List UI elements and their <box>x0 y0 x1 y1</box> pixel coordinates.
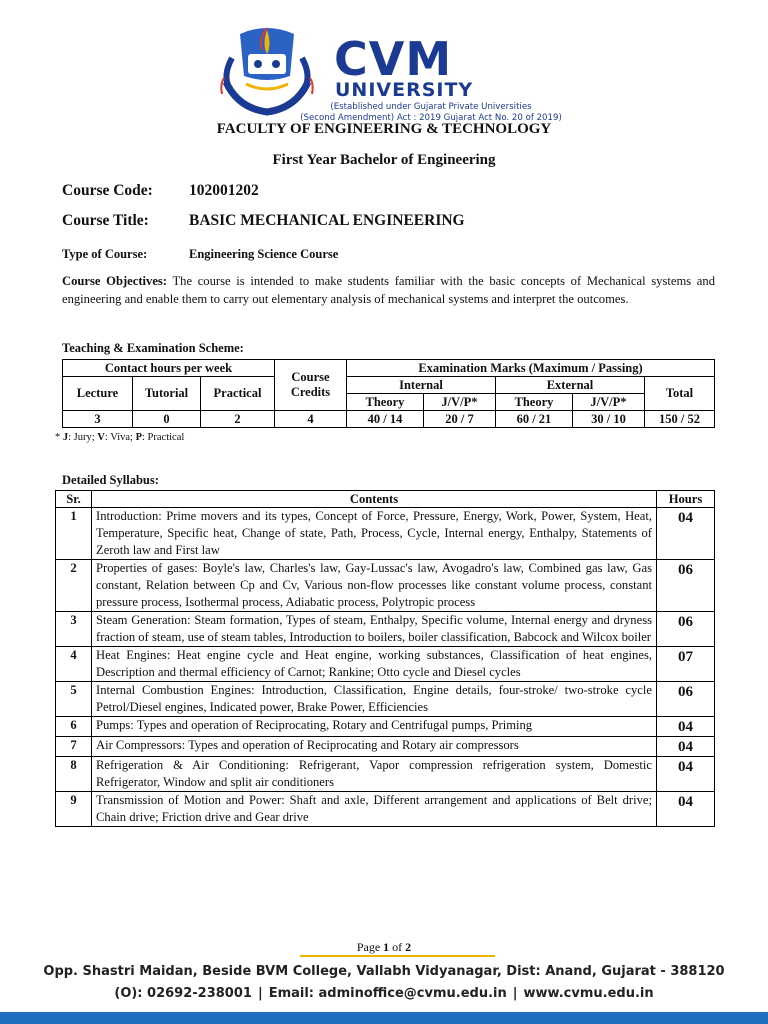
footnote-p-text: : Practical <box>142 432 185 443</box>
external-jvp-header: J/V/P* <box>572 394 644 411</box>
syllabus-hours: 06 <box>657 612 715 647</box>
syllabus-row <box>56 612 715 647</box>
tutorial-header: Tutorial <box>133 377 201 411</box>
syllabus-row <box>56 792 715 827</box>
footer-email[interactable]: Email: adminoffice@cvmu.edu.in <box>268 986 507 1001</box>
lecture-header: Lecture <box>63 377 133 411</box>
footer-address: Opp. Shastri Maidan, Beside BVM College, Vallabh Vidyanagar, Dist: Anand, Gujarat - 388120 <box>43 964 725 979</box>
syllabus-row <box>56 508 715 560</box>
footer-website[interactable]: www.cvmu.edu.in <box>523 986 654 1001</box>
contents-header: Contents <box>92 491 657 508</box>
page-number <box>0 940 768 955</box>
scheme-title: Teaching & Examination Scheme: <box>62 341 244 355</box>
internal-theory-value: 40 / 14 <box>347 411 424 428</box>
syllabus-row <box>56 682 715 717</box>
syllabus-hours: 04 <box>657 737 715 757</box>
syllabus-content: Properties of gases: Boyle's law, Charles's law, Gay-Lussac's law, Avogadro's law, Combined gas law, Gas constant, Relation between Cp and Cv, Various non-flow processes like constant volume process, constant pressure process, Isothermal process, Adiabatic process, Polytropic process <box>92 560 657 612</box>
syllabus-hours: 04 <box>657 717 715 737</box>
syllabus-row <box>56 717 715 737</box>
syllabus-content: Steam Generation: Steam formation, Types of steam, Enthalpy, Specific volume, Internal energy and dryness fraction of steam, use of steam tables, Introduction to boilers, boiler classification, Babcock and Wilcox boiler <box>92 612 657 647</box>
brand-subtitle: UNIVERSITY <box>335 79 474 101</box>
syllabus-content: Introduction: Prime movers and its types, Concept of Force, Pressure, Energy, Work, Power, System, Heat, Temperature, Specific heat, Change of state, Path, Process, Cycle, Internal energy, Enthalpy, Statements of Zeroth law and First law <box>92 508 657 560</box>
course-code-value: 102001202 <box>189 182 259 199</box>
footnote-j: J <box>62 432 69 443</box>
brand-name: CVM <box>334 32 453 86</box>
page-total: 2 <box>405 940 412 954</box>
syllabus-row <box>56 560 715 612</box>
syllabus-sr: 1 <box>56 508 92 560</box>
syllabus-content: Pumps: Types and operation of Reciprocating, Rotary and Centrifugal pumps, Priming <box>92 717 657 737</box>
examination-marks-header: Examination Marks (Maximum / Passing) <box>347 360 715 377</box>
course-title-value: BASIC MECHANICAL ENGINEERING <box>189 212 465 229</box>
university-logo <box>218 24 562 123</box>
hours-header: Hours <box>657 491 715 508</box>
course-type-label: Type of Course: <box>62 247 148 261</box>
footer-separator: | <box>257 986 263 1001</box>
syllabus-sr: 7 <box>56 737 92 757</box>
syllabus-sr: 9 <box>56 792 92 827</box>
internal-theory-header: Theory <box>347 394 424 411</box>
page-current: 1 <box>383 940 390 954</box>
syllabus-sr: 6 <box>56 717 92 737</box>
syllabus-sr: 4 <box>56 647 92 682</box>
syllabus-sr: 3 <box>56 612 92 647</box>
internal-jvp-value: 20 / 7 <box>423 411 495 428</box>
external-theory-value: 60 / 21 <box>495 411 572 428</box>
objectives-label: Course Objectives: <box>62 274 167 288</box>
footer-separator: | <box>512 986 518 1001</box>
syllabus-sr: 5 <box>56 682 92 717</box>
syllabus-body <box>56 508 715 827</box>
practical-header: Practical <box>201 377 275 411</box>
internal-header: Internal <box>347 377 496 394</box>
syllabus-hours: 07 <box>657 647 715 682</box>
syllabus-title: Detailed Syllabus: <box>62 473 159 487</box>
external-header: External <box>495 377 644 394</box>
footnote-v-text: : Viva; <box>104 432 136 443</box>
total-header: Total <box>645 377 715 411</box>
lecture-value: 3 <box>63 411 133 428</box>
page-prefix: Page <box>356 940 384 954</box>
contact-hours-header: Contact hours per week <box>63 360 275 377</box>
syllabus-row <box>56 757 715 792</box>
sr-header: Sr. <box>56 491 92 508</box>
faculty-heading: FACULTY OF ENGINEERING & TECHNOLOGY <box>216 121 552 137</box>
internal-jvp-header: J/V/P* <box>423 394 495 411</box>
syllabus-hours: 04 <box>657 792 715 827</box>
external-jvp-value: 30 / 10 <box>572 411 644 428</box>
course-objectives <box>62 272 715 308</box>
syllabus-content: Internal Combustion Engines: Introduction, Classification, Engine details, four-stroke/ two-stroke cycle Petrol/Diesel engines, Indicated power, Brake Power, Efficiencies <box>92 682 657 717</box>
syllabus-sr: 2 <box>56 560 92 612</box>
syllabus-content: Refrigeration & Air Conditioning: Refrigerant, Vapor compression refrigeration system, Domestic Refrigerator, Window and split air conditioners <box>92 757 657 792</box>
establishment-line-1: (Established under Gujarat Private Universities <box>330 102 532 112</box>
page-of: of <box>389 940 406 954</box>
syllabus-hours: 06 <box>657 560 715 612</box>
syllabus-hours: 04 <box>657 757 715 792</box>
objectives-text: The course is intended to make students familiar with the basic concepts of Mechanical systems and engineering and enable them to carry out elementary analysis of mechanical systems and interpret the outcomes. <box>62 274 715 306</box>
syllabus-row <box>56 647 715 682</box>
practical-value: 2 <box>201 411 275 428</box>
course-type-value: Engineering Science Course <box>189 247 339 261</box>
syllabus-sr: 8 <box>56 757 92 792</box>
syllabus-content: Heat Engines: Heat engine cycle and Heat engine, working substances, Classification of heat engines, Description and thermal efficiency of Carnot; Rankine; Otto cycle and Diesel cycles <box>92 647 657 682</box>
page-divider <box>300 955 495 957</box>
detailed-syllabus-table <box>55 490 715 827</box>
scheme-footnote: * J: Jury; V: Viva; P: Practical <box>55 432 185 443</box>
syllabus-content: Transmission of Motion and Power: Shaft and axle, Different arrangement and applications of Belt drive; Chain drive; Friction drive and Gear drive <box>92 792 657 827</box>
total-value: 150 / 52 <box>645 411 715 428</box>
tutorial-value: 0 <box>133 411 201 428</box>
teaching-examination-scheme-table <box>62 359 715 428</box>
syllabus-row <box>56 737 715 757</box>
program-heading: First Year Bachelor of Engineering <box>272 152 496 168</box>
course-code-label: Course Code: <box>62 182 153 199</box>
footer-bar <box>0 1012 768 1024</box>
footer-contact <box>0 986 768 1001</box>
establishment-line-2: (Second Amendment) Act : 2019 Gujarat Act No. 20 of 2019) <box>300 113 562 123</box>
course-credits-header: Course Credits <box>275 360 347 411</box>
syllabus-hours: 04 <box>657 508 715 560</box>
footnote-v: V <box>97 432 105 443</box>
footer-phone: (O): 02692-238001 <box>114 986 252 1001</box>
footnote-p: P <box>135 432 142 443</box>
credits-value: 4 <box>275 411 347 428</box>
external-theory-header: Theory <box>495 394 572 411</box>
syllabus-content: Air Compressors: Types and operation of Reciprocating and Rotary air compressors <box>92 737 657 757</box>
syllabus-hours: 06 <box>657 682 715 717</box>
course-title-label: Course Title: <box>62 212 149 229</box>
footnote-j-text: : Jury; <box>68 432 98 443</box>
